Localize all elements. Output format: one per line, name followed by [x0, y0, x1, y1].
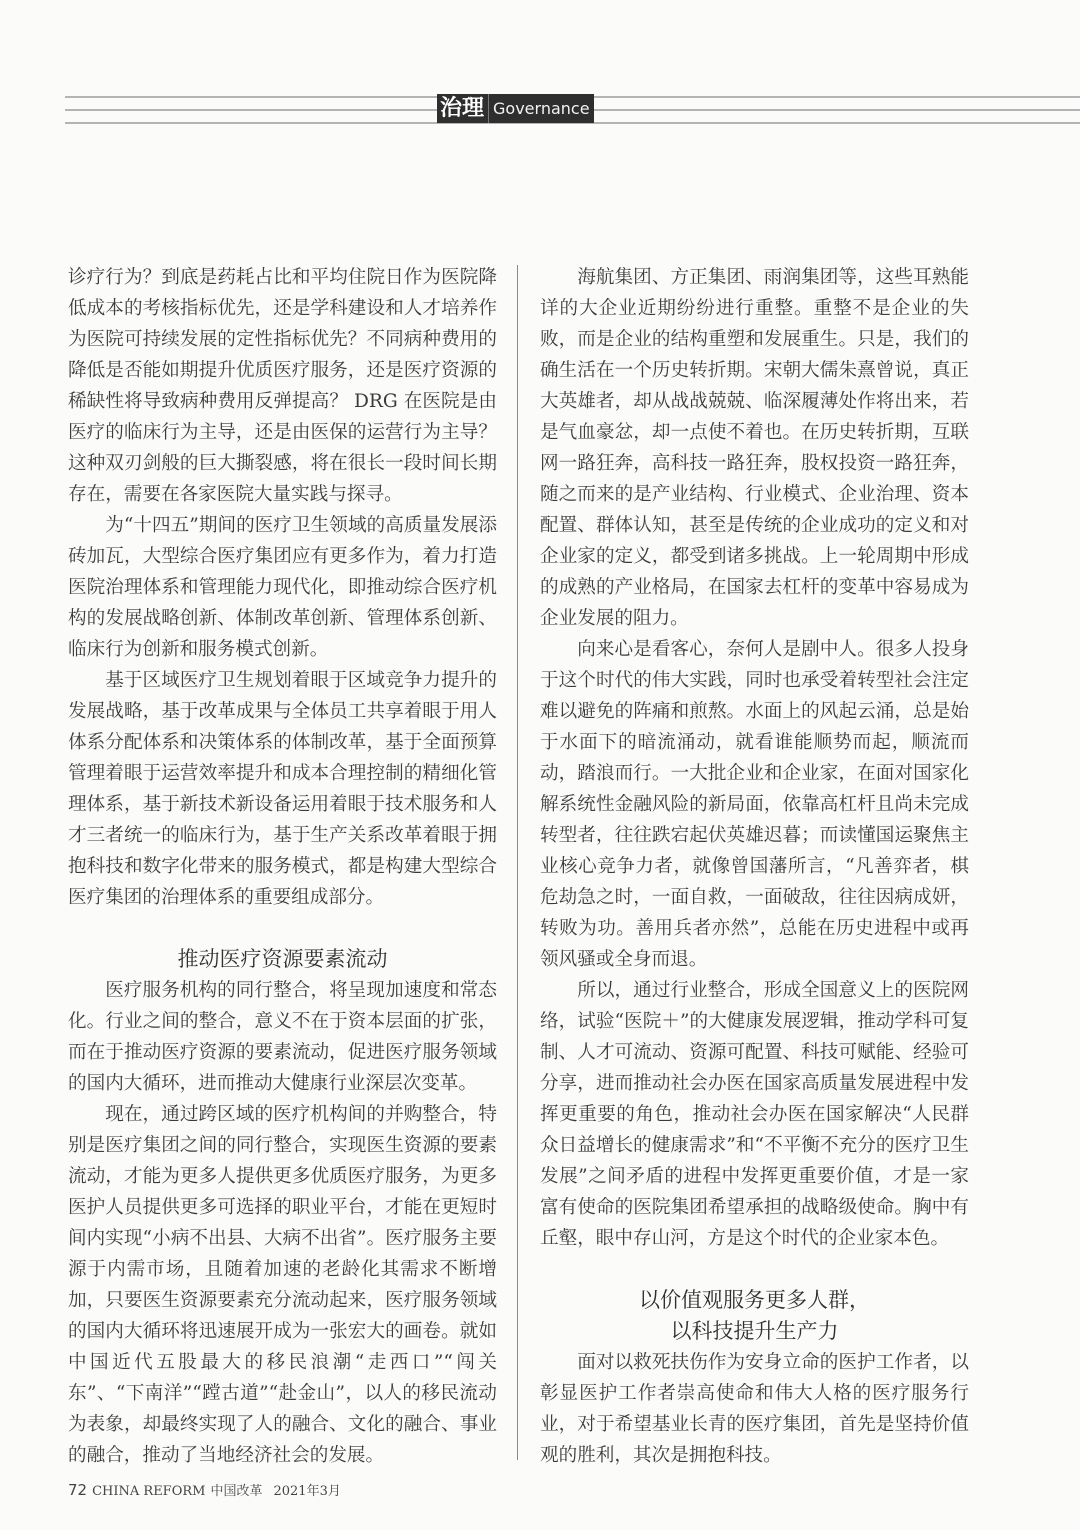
section-heading-line: 以科技提升生产力 [670, 1319, 839, 1343]
page-number: 72 [68, 1481, 88, 1499]
paragraph: 医疗服务机构的同行整合，将呈现加速度和常态化。行业之间的整合，意义不在于资本层面的扩张，而在于推动医疗资源的要素流动，促进医疗服务领域的国内大循环，进而推动大健康行业深层次变革。 [68, 980, 497, 1094]
paragraph: 向来心是看客心，奈何人是剧中人。很多人投身于这个时代的伟大实践，同时也承受着转型社会注定难以避免的阵痛和煎熬。水面上的风起云涌，总是始于水面下的暗流涌动，就看谁能顺势而起，顺流而动，踏浪而行。一大批企业和企业家，在面对国家化解系统性金融风险的新局面，依靠高杠杆且尚未完成转型者，往往跌宕起伏英雄迟暮；而读懂国运聚焦主业核心竞争力者，就像曾国藩所言，“凡善弈者，棋危劫急之时，一面自救，一面破敌，往往因病成妍，转败为功。善用兵者亦然”，总能在历史进程中或再领风骚或全身而退。 [540, 639, 969, 970]
paragraph: 为“十四五”期间的医疗卫生领域的高质量发展添砖加瓦，大型综合医疗集团应有更多作为，着力打造医院治理体系和管理能力现代化，即推动综合医疗机构的发展战略创新、体制改革创新、管理体系创新、临床行为创新和服务模式创新。 [68, 515, 497, 660]
issue-date: 2021年3月 [273, 1484, 341, 1499]
section-tag-chinese: 治理 [437, 94, 489, 123]
magazine-name-english: CHINA REFORM [92, 1484, 206, 1499]
left-column [68, 262, 497, 1471]
section-heading [540, 1285, 969, 1347]
section-tag-english: Governance [493, 99, 590, 118]
section-tag [437, 94, 594, 123]
paragraph: 基于区域医疗卫生规划着眼于区域竞争力提升的发展战略，基于改革成果与全体员工共享着眼于用人体系分配体系和决策体系的体制改革，基于全面预算管理着眼于运营效率提升和成本合理控制的精细化管理体系，基于新技术新设备运用着眼于技术服务和人才三者统一的临床行为，基于生产关系改革着眼于拥抱科技和数字化带来的服务模式，都是构建大型综合医疗集团的治理体系的重要组成部分。 [68, 670, 497, 908]
paragraph: 所以，通过行业整合，形成全国意义上的医院网络，试验“医院＋”的大健康发展逻辑，推动学科可复制、人才可流动、资源可配置、科技可赋能、经验可分享，进而推动社会办医在国家高质量发展进程中发挥更重要的角色，推动社会办医在国家解决“人民群众日益增长的健康需求”和“不平衡不充分的医疗卫生发展”之间矛盾的进程中发挥更重要价值，才是一家富有使命的医院集团希望承担的战略级使命。胸中有丘壑，眼中存山河，方是这个时代的企业家本色。 [540, 980, 969, 1249]
paragraph: 诊疗行为？到底是药耗占比和平均住院日作为医院降低成本的考核指标优先，还是学科建设和人才培养作为医院可持续发展的定性指标优先？不同病种费用的降低是否能如期提升优质医疗服务，还是医疗资源的稀缺性将导致病种费用反弹提高？ DRG 在医院是由医疗的临床行为主导，还是由医保的运营行为主导？这种双刃剑般的巨大撕裂感，将在很长一段时间长期存在，需要在各家医院大量实践与探寻。 [68, 267, 497, 505]
section-heading: 推动医疗资源要素流动 [177, 947, 388, 971]
paragraph: 海航集团、方正集团、雨润集团等，这些耳熟能详的大企业近期纷纷进行重整。重整不是企业的失败，而是企业的结构重塑和发展重生。只是，我们的确生活在一个历史转折期。宋朝大儒朱熹曾说，真正大英雄者，却从战战兢兢、临深履薄处作将出来，若是气血豪忿，却一点使不着也。在历史转折期，互联网一路狂奔，高科技一路狂奔，股权投资一路狂奔，随之而来的是产业结构、行业模式、企业治理、资本配置、群体认知，甚至是传统的企业成功的定义和对企业家的定义，都受到诸多挑战。上一轮周期中形成的成熟的产业格局，在国家去杠杆的变革中容易成为企业发展的阻力。 [540, 267, 969, 629]
section-heading-line: 以价值观服务更多人群， [639, 1288, 870, 1312]
column-divider [517, 265, 518, 1460]
paragraph: 面对以救死扶伤作为安身立命的医护工作者，以彰显医护工作者崇高使命和伟大人格的医疗服务行业，对于希望基业长青的医疗集团，首先是坚持价值观的胜利，其次是拥抱科技。 [540, 1352, 969, 1466]
magazine-name-chinese: 中国改革 [210, 1484, 263, 1499]
right-column [540, 262, 969, 1471]
paragraph: 现在，通过跨区域的医疗机构间的并购整合，特别是医疗集团之间的同行整合，实现医生资源的要素流动，才能为更多人提供更多优质医疗服务，为更多医护人员提供更多可选择的职业平台，才能在更短时间内实现“小病不出县、大病不出省”。医疗服务主要源于内需市场，且随着加速的老龄化其需求不断增加，只要医生资源要素充分流动起来，医疗服务领域的国内大循环将迅速展开成为一张宏大的画卷。就如中国近代五股最大的移民浪潮“走西口”“闯关东”、“下南洋”“蹚古道”“赴金山”，以人的移民流动为表象，却最终实现了人的融合、文化的融合、事业的融合，推动了当地经济社会的发展。 [68, 1104, 497, 1466]
page-footer [68, 1480, 341, 1499]
